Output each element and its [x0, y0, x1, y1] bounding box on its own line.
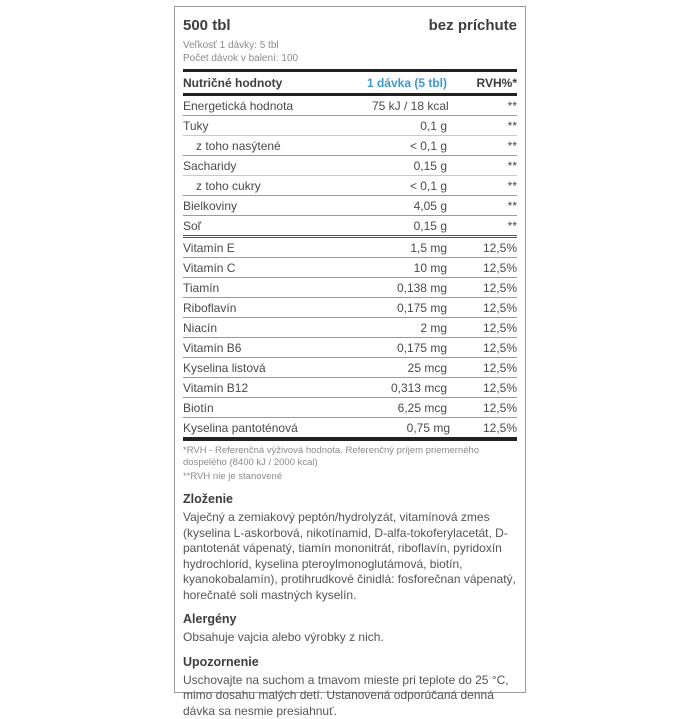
nutrient-value: 25 mcg: [287, 361, 455, 375]
nutrient-rvh: 12,5%: [455, 381, 517, 395]
nutrient-rvh: **: [457, 99, 517, 113]
nutrient-name: Tuky: [183, 119, 287, 133]
serving-info: [183, 39, 517, 65]
nutrient-rvh: **: [455, 119, 517, 133]
warning-heading: Upozornenie: [183, 655, 517, 669]
table-row: [183, 377, 517, 397]
nutrition-rows: [183, 96, 517, 437]
table-row: [183, 155, 517, 175]
nutrient-rvh: 12,5%: [455, 321, 517, 335]
footnote-rvh: *RVH - Referenčná výživová hodnota. Referenčný príjem priemerného dospelého (8400 kJ / 2000 kcal): [183, 445, 517, 469]
ingredients-heading: Zloženie: [183, 492, 517, 506]
table-row: [183, 277, 517, 297]
serving-size: Veľkosť 1 dávky: 5 tbl: [183, 39, 517, 52]
warning-text: Uschovajte na suchom a tmavom mieste pri teplote do 25 °C, mimo dosahu malých detí. Ustanovená odporúčaná denná dávka sa nesmie presiahnuť.: [183, 673, 517, 719]
nutrient-name: Energetická hodnota: [183, 99, 293, 113]
column-header-rvh: RVH%*: [455, 76, 517, 90]
nutrient-value: 0,15 g: [287, 159, 455, 173]
table-row: [183, 397, 517, 417]
nutrient-rvh: 12,5%: [455, 361, 517, 375]
nutrient-name: z toho nasýtené: [183, 139, 287, 153]
nutrient-value: 75 kJ / 18 kcal: [293, 99, 457, 113]
nutrient-name: Riboflavín: [183, 301, 287, 315]
table-row: [183, 215, 517, 235]
nutrient-name: Niacín: [183, 321, 287, 335]
nutrient-rvh: 12,5%: [455, 401, 517, 415]
nutrient-rvh: **: [455, 159, 517, 173]
nutrient-name: Vitamín B12: [183, 381, 287, 395]
nutrient-value: 0,75 mg: [298, 421, 458, 435]
nutrient-rvh: 12,5%: [455, 341, 517, 355]
footnote-rvh-none: **RVH nie je stanovené: [183, 471, 517, 483]
table-row: [183, 317, 517, 337]
table-row: [183, 257, 517, 277]
nutrient-name: Vitamín C: [183, 261, 287, 275]
table-row: [183, 175, 517, 195]
nutrient-rvh: **: [455, 199, 517, 213]
nutrient-name: Kyselina pantoténová: [183, 421, 298, 435]
flavour: bez príchute: [429, 17, 517, 34]
nutrient-name: Kyselina listová: [183, 361, 287, 375]
nutrient-rvh: 12,5%: [455, 261, 517, 275]
nutrient-rvh: 12,5%: [455, 301, 517, 315]
nutrient-name: Soľ: [183, 219, 287, 233]
nutrient-name: Sacharidy: [183, 159, 287, 173]
footnotes: [183, 445, 517, 483]
nutrient-rvh: 12,5%: [455, 241, 517, 255]
ingredients-text: Vaječný a zemiakový peptón/hydrolyzát, vitamínová zmes (kyselina L-askorbová, nikotínamid, D-alfa-tokoferylacetát, D-pantotenát vápenatý, tiamín mononitrát, riboflavín, pyridoxín hydrochlorid, kyselina pteroylmonoglutámová, biotín, kyanokobalamín), protihrudkové činidlá: fosforečnan vápenatý, horečnaté soli mastných kyselín.: [183, 510, 517, 603]
table-row: [183, 195, 517, 215]
nutrient-name: z toho cukry: [183, 179, 287, 193]
nutrient-name: Tiamín: [183, 281, 287, 295]
nutrient-rvh: **: [455, 219, 517, 233]
divider-table-bottom: [183, 437, 517, 441]
nutrient-rvh: 12,5%: [455, 281, 517, 295]
nutrient-name: Bielkoviny: [183, 199, 287, 213]
nutrient-value: 0,175 mg: [287, 341, 455, 355]
nutrient-value: 10 mg: [287, 261, 455, 275]
column-header-nutrients: Nutričné hodnoty: [183, 76, 287, 90]
nutrient-name: Biotín: [183, 401, 287, 415]
table-row: [183, 417, 517, 437]
nutrient-value: 0,313 mcg: [287, 381, 455, 395]
nutrient-value: 1,5 mg: [287, 241, 455, 255]
product-header: [183, 17, 517, 34]
servings-per-pack: Počet dávok v balení: 100: [183, 52, 517, 65]
nutrient-value: 2 mg: [287, 321, 455, 335]
nutrient-value: < 0,1 g: [287, 139, 455, 153]
nutrient-rvh: **: [455, 139, 517, 153]
nutrient-name: Vitamín E: [183, 241, 287, 255]
table-row: [183, 357, 517, 377]
nutrient-value: < 0,1 g: [287, 179, 455, 193]
nutrient-value: 4,05 g: [287, 199, 455, 213]
table-row: [183, 115, 517, 135]
nutrition-table-header: [183, 72, 517, 96]
nutrient-value: 0,15 g: [287, 219, 455, 233]
nutrition-label-panel: [174, 6, 526, 693]
allergens-heading: Alergény: [183, 612, 517, 626]
nutrient-rvh: **: [455, 179, 517, 193]
table-row: [183, 96, 517, 115]
nutrient-value: 0,1 g: [287, 119, 455, 133]
nutrient-name: Vitamín B6: [183, 341, 287, 355]
allergens-text: Obsahuje vajcia alebo výrobky z nich.: [183, 630, 517, 646]
table-row: [183, 235, 517, 257]
table-row: [183, 337, 517, 357]
column-header-per-serving: 1 dávka (5 tbl): [287, 76, 455, 90]
nutrient-rvh: 12,5%: [458, 421, 517, 435]
table-row: [183, 297, 517, 317]
table-row: [183, 135, 517, 155]
nutrient-value: 0,138 mg: [287, 281, 455, 295]
pack-size: 500 tbl: [183, 17, 231, 34]
nutrient-value: 6,25 mcg: [287, 401, 455, 415]
nutrient-value: 0,175 mg: [287, 301, 455, 315]
